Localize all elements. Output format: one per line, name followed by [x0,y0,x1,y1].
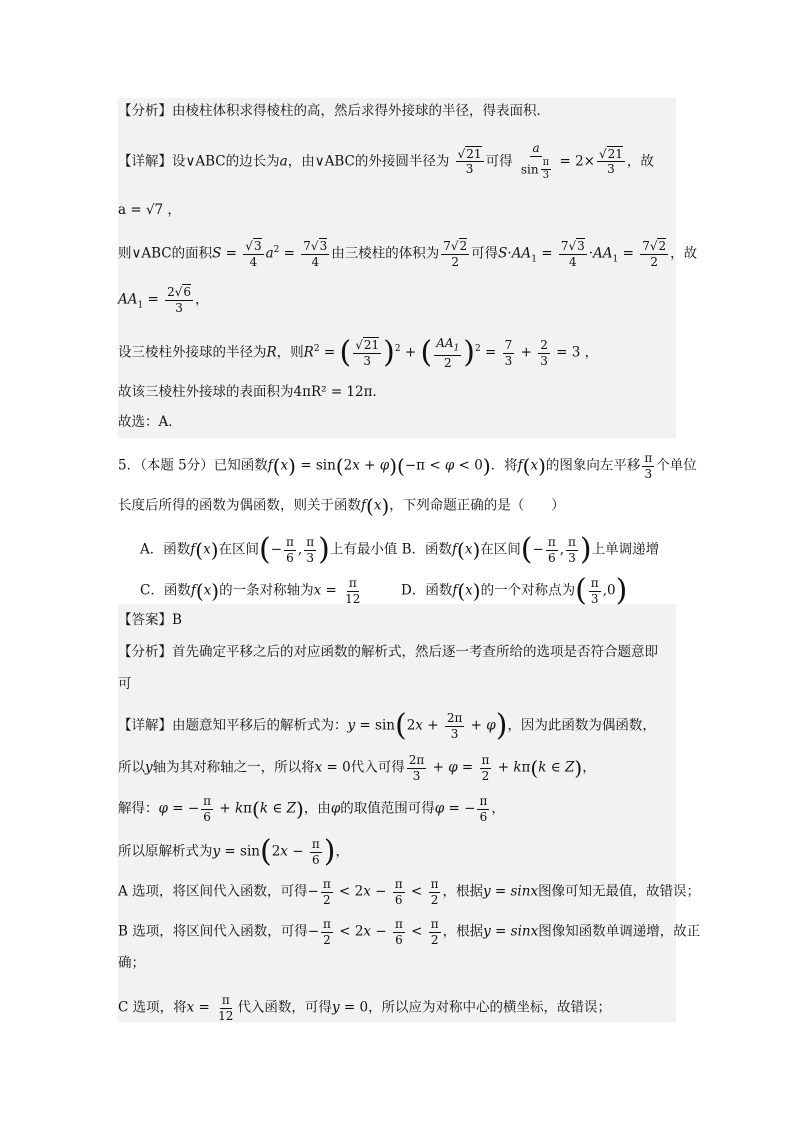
question-5-line-1: 5．（本题 5分）已知函数f(x) = sin(2x + φ)(−π < φ < 0)．将f(x)的图象向左平移 $\frac{\pi}{3}$ 个单位 [118,451,697,481]
math-frac: a sin $\frac{\pi}{3}$ [520,141,550,182]
text-seg: 5．（本题 5分）已知函数 [118,457,268,474]
text-seg: 图像知函数单调递增，故正 [538,923,701,940]
text-seg: 由三棱柱的体积为 [331,245,440,262]
text-seg: ，因为此函数为偶函数， [507,717,656,734]
detail-label: 【详解】 [118,153,172,170]
detail2-line-4: 所以原解析式为y = sin(2x − $\frac{\pi}{6}$ )， [118,834,349,870]
option-a-b-line: A．函数f(x)在区间(− $\frac{\pi}{6}$ , $\frac{\pi}{3}$ )上有最小值 B．函数f(x)在区间(− $\frac{\pi}{6}$ , $\frac{\pi}{3}$ )上单调递增 [140,532,660,568]
text-seg: 个单位 [656,457,697,474]
text-seg: 【详解】由题意知平移后的解析式为： [118,717,348,734]
option-c-d-line: C．函数f(x)的一条对称轴为x = $\frac{\pi}{12}$ D．函数f(x)的一个对称点为( $\frac{\pi}{3}$ ,0) [140,573,628,609]
text-seg: ，故 [626,153,654,170]
detail2-line-2: 所以y轴为其对称轴之一，所以将x = 0代入可得 $\frac{2\pi}{3}$ + φ = $\frac{\pi}{2}$ + kπ(k ∈ Z)， [118,753,596,783]
text-seg: 上有最小值 [329,541,398,558]
math-frac: $\frac{√21}{3}$ [457,146,482,177]
analysis-2-line-2: 可 [118,676,132,692]
math-frac: $\frac{√21}{3}$ [598,146,623,177]
detail-line-6: 故该三棱柱外接球的表面积为4πR² = 12π． [118,384,386,400]
detail2-line-7: 确； [118,955,145,971]
text-seg: ， [195,291,209,308]
text-seg: A 选项，将区间代入函数，可得 [118,883,308,900]
option-b-text: B．函数 [401,541,453,558]
option-a-text: A．函数 [140,541,191,558]
text-seg: 设三棱柱外接球的半径为 [118,344,267,361]
detail2-line-3: 解得：φ = − $\frac{\pi}{6}$ + kπ(k ∈ Z)，由φ的取值范围可得φ = − $\frac{\pi}{6}$ ， [118,794,505,824]
detail2-line-6: B 选项，将区间代入函数，可得− $\frac{\pi}{2}$ < 2x − $\frac{\pi}{6}$ < $\frac{\pi}{2}$ ，根据y = sinx图像知函数单调递增，故正 [118,917,701,947]
choice-line: 故选：A． [118,414,182,430]
option-c-text: C．函数 [140,582,191,599]
analysis-2-line-1: 【分析】首先确定平移之后的对应函数的解析式，然后逐一考查所给的选项是否符合题意即 [118,644,658,660]
text-seg: ，故 [670,245,698,262]
detail-line-3: 则∨ABC的面积S = $\frac{√3}{4}$ $a^2$ = $\frac{7√3}{4}$ 由三棱柱的体积为 $\frac{7√2}{2}$ 可得$S\cdot AA_1$ = $\frac{7√3}{4}$ $\cdot AA_1$ = $\frac{7√2}{2}$ ，故 [118,239,698,269]
detail2-line-5: A 选项，将区间代入函数，可得− $\frac{\pi}{2}$ < 2x − $\frac{\pi}{6}$ < $\frac{\pi}{2}$ ，根据y = sinx图像可知无最值，故错误； [118,877,701,907]
text-seg: 的图象向左平移 [545,457,641,474]
text-seg: 则∨ABC的面积 [118,245,213,262]
text-seg: ， [491,800,505,817]
text-seg: 解得： [118,800,159,817]
text-seg: ，所以应为对称中心的横坐标，故错误； [368,999,612,1016]
text-seg: ，下列命题正确的是（ ） [389,497,565,514]
question-5-line-2: 长度后所得的函数为偶函数，则关于函数f(x)，下列命题正确的是（ ） [118,494,565,518]
text-seg: 的一条对称轴为 [219,582,314,599]
text-seg: ， [335,843,349,860]
text-seg: 轴为其对称轴之一，所以将 [152,759,315,776]
text-seg: C 选项，将 [118,999,187,1016]
text-seg: ，由 [303,800,331,817]
text-seg: ，由∨ABC的外接圆半径为 [287,153,450,170]
detail2-line-1: 【详解】由题意知平移后的解析式为：y = sin(2x + $\frac{2\pi}{3}$ + φ)，因为此函数为偶函数， [118,708,656,744]
text-seg: 代入可得 [350,759,405,776]
text-seg: 代入函数，可得 [237,999,332,1016]
text-seg: 的取值范围可得 [340,800,435,817]
text-seg: ，根据 [442,923,484,940]
text-seg: 可得 [471,245,499,262]
text-seg: ，则 [276,344,304,361]
option-d-text: D．函数 [401,582,453,599]
text-seg: 上单调递增 [591,541,660,558]
text-seg: 设∨ABC的边长为 [172,153,280,170]
text-seg: 在区间 [480,541,521,558]
text-seg: 的一个对称点为 [480,582,576,599]
detail2-line-8: C 选项，将x = $\frac{\pi}{12}$ 代入函数，可得y = 0，所以应为对称中心的横坐标，故错误； [118,993,612,1023]
text-seg: ， [582,759,596,776]
detail-line-4: $AA_1$ = $\frac{2√6}{3}$ ， [118,285,209,315]
detail-line-5: 设三棱柱外接球的半径为R，则$R^2$ = ( $\frac{√21}{3}$ )$^2$ + ( $\frac{AA_1}{2}$ )$^2$ = $\frac{7}{3}$ + $\frac{2}{3}$ = 3 ， [118,335,599,371]
text-seg: 长度后所得的函数为偶函数，则关于函数 [118,497,361,514]
detail-line-2: a = √7 ， [118,202,181,218]
analysis-line: 【分析】由棱柱体积求得棱柱的高，然后求得外接球的半径，得表面积． [118,103,550,119]
text-seg: 在区间 [218,541,259,558]
text-seg: 所以 [118,759,145,776]
detail-line-1: 【详解】设∨ABC的边长为a，由∨ABC的外接圆半径为 $\frac{√21}{3}$ 可得 a sin $\frac{\pi}{3}$ = 2× $\frac{√21}{3}$ ，故 [118,141,654,182]
text-seg: 图像可知无最值，故错误； [538,883,701,900]
text-seg: 所以原解析式为 [118,843,213,860]
text-seg: B 选项，将区间代入函数，可得 [118,923,308,940]
text-seg: ．将 [490,457,518,474]
text-seg: ，根据 [442,883,483,900]
text-seg: 可得 [485,153,513,170]
answer-line: 【答案】B [118,612,182,628]
